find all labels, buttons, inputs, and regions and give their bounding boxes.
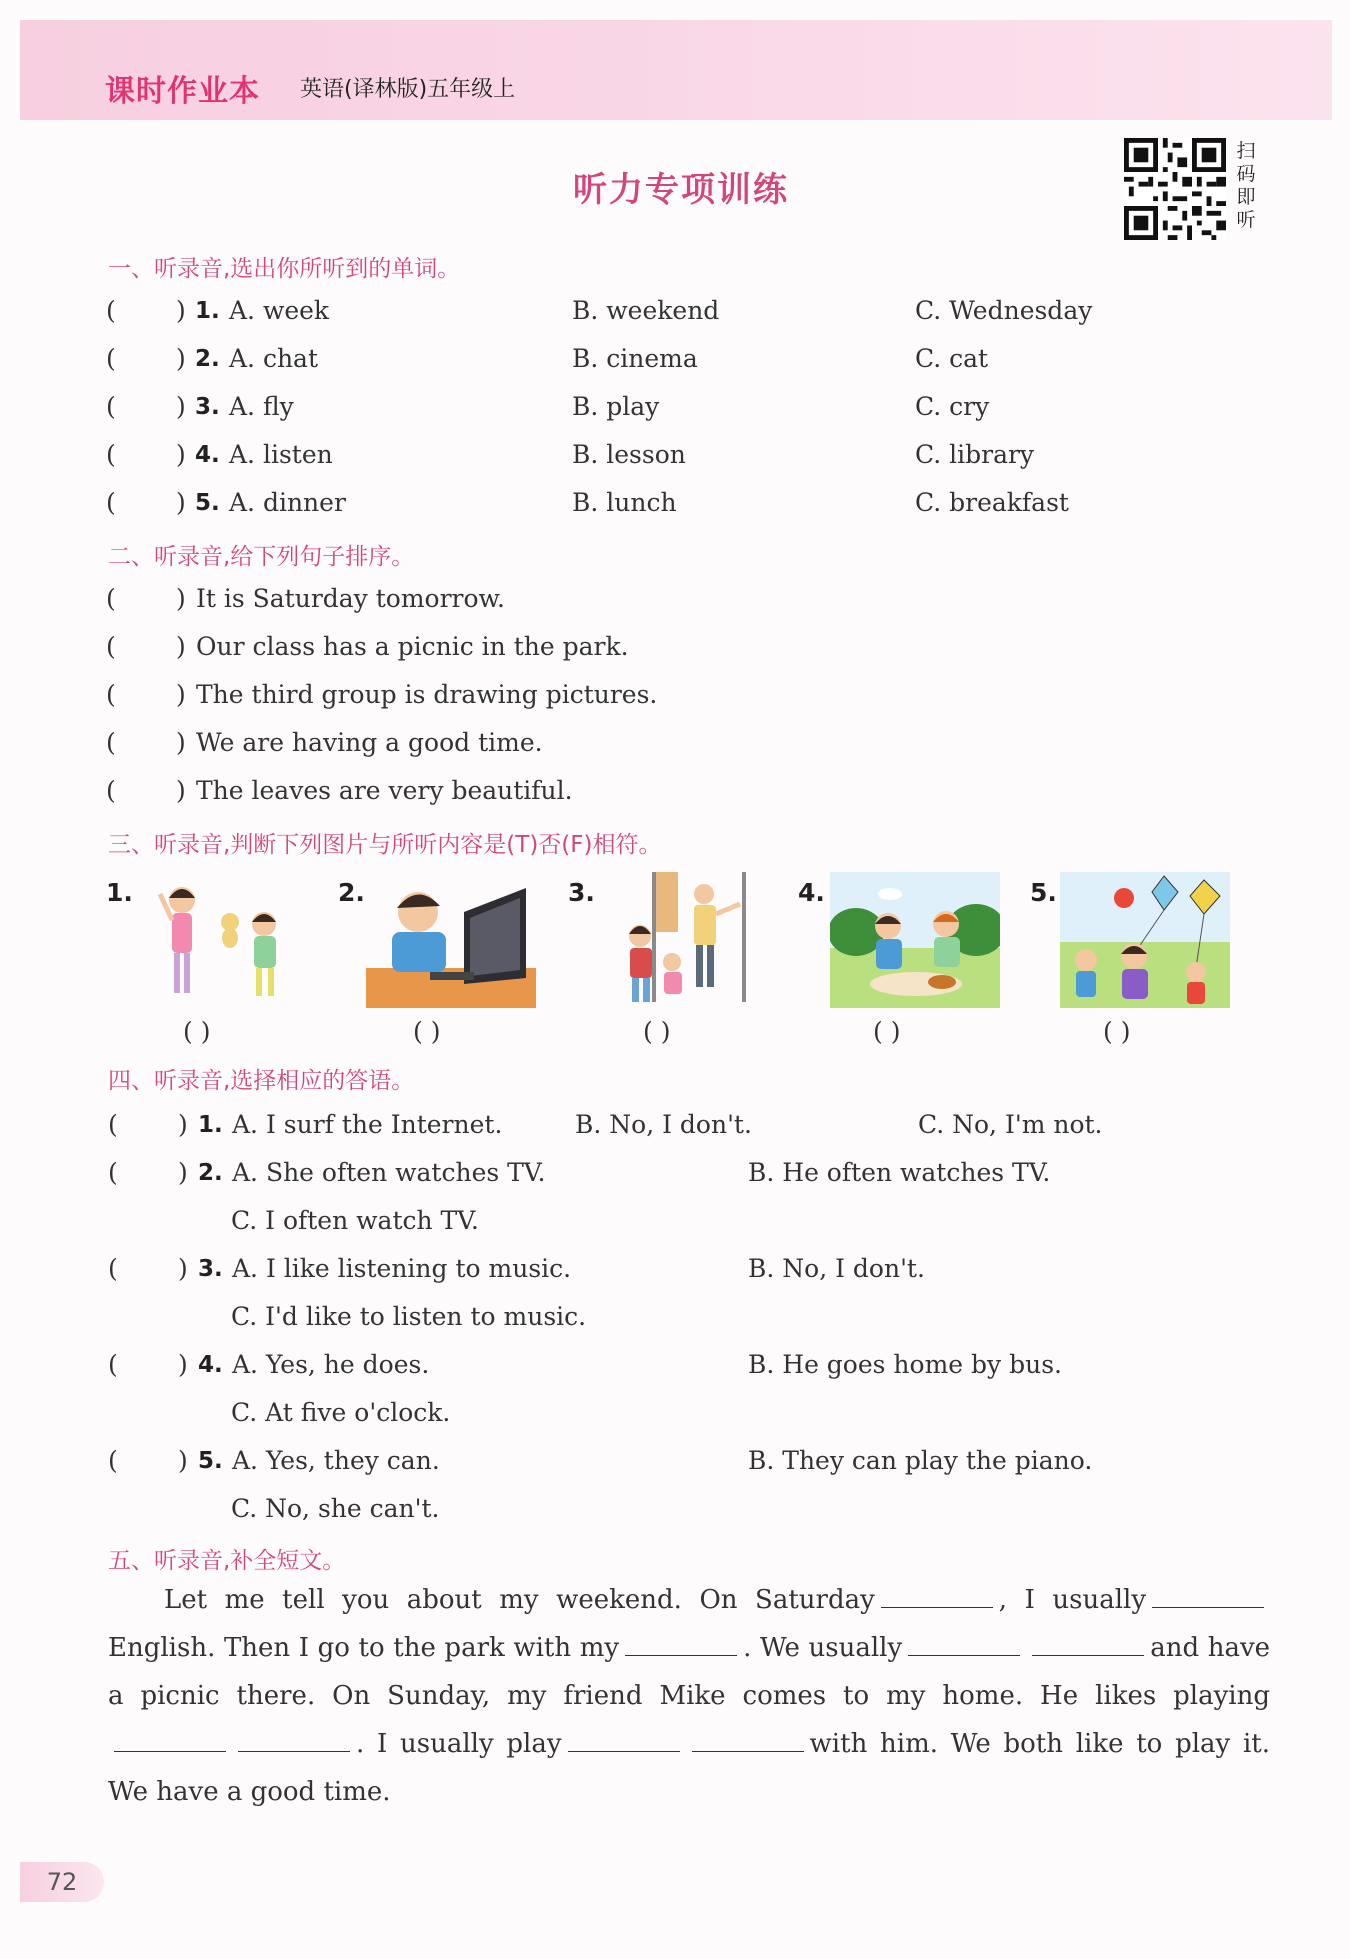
qr-label: 扫 码 即 听 (1236, 140, 1256, 231)
section4-heading: 四、听录音,选择相应的答语。 (108, 1068, 415, 1094)
fill-blank[interactable] (1152, 1585, 1264, 1608)
picture-answer-blank[interactable]: ( ) (183, 1017, 211, 1046)
picture-answer-blank[interactable]: ( ) (873, 1017, 901, 1046)
page-number: 72 (20, 1862, 104, 1902)
section1-heading: 一、听录音,选出你所听到的单词。 (108, 256, 461, 282)
picture-answer-blank[interactable]: ( ) (643, 1017, 671, 1046)
section5-heading: 五、听录音,补全短文。 (108, 1548, 346, 1574)
picture-number: 4. (798, 878, 825, 907)
fill-blank[interactable] (238, 1729, 350, 1752)
fill-blank[interactable] (625, 1633, 737, 1656)
passage: Let me tell you about my weekend. On Saturday , I usuallyEnglish. Then I go to the park with my . We usually and have a picnic there. On Sunday, my friend Mike comes to my home. He likes playing. I usually play with him. We both like to play it. We have a good time. (108, 1585, 1271, 1807)
picture-answer-blank[interactable]: ( ) (413, 1017, 441, 1046)
picture-number: 3. (568, 878, 595, 907)
picture-picnic (830, 872, 1000, 1008)
picture-kites (1060, 872, 1230, 1008)
fill-blank[interactable] (908, 1633, 1020, 1656)
picture-family-door (610, 872, 780, 1008)
fill-blank[interactable] (692, 1729, 804, 1752)
picture-number: 1. (106, 878, 133, 907)
section3-heading: 三、听录音,判断下列图片与所听内容是(T)否(F)相符。 (108, 832, 662, 858)
picture-answer-blank[interactable]: ( ) (1103, 1017, 1131, 1046)
fill-blank[interactable] (1032, 1633, 1144, 1656)
picture-number: 2. (338, 878, 365, 907)
fill-blank[interactable] (881, 1585, 993, 1608)
section2-heading: 二、听录音,给下列句子排序。 (108, 544, 415, 570)
fill-blank[interactable] (114, 1729, 226, 1752)
picture-two-girls (150, 872, 320, 1008)
fill-blank[interactable] (568, 1729, 680, 1752)
book-subject: 英语(译林版)五年级上 (300, 77, 516, 102)
page-title: 听力专项训练 (573, 170, 789, 210)
picture-number: 5. (1030, 878, 1057, 907)
qr-code-icon[interactable] (1124, 138, 1226, 240)
picture-boy-computer (366, 872, 536, 1008)
brand-title: 课时作业本 (105, 74, 260, 109)
